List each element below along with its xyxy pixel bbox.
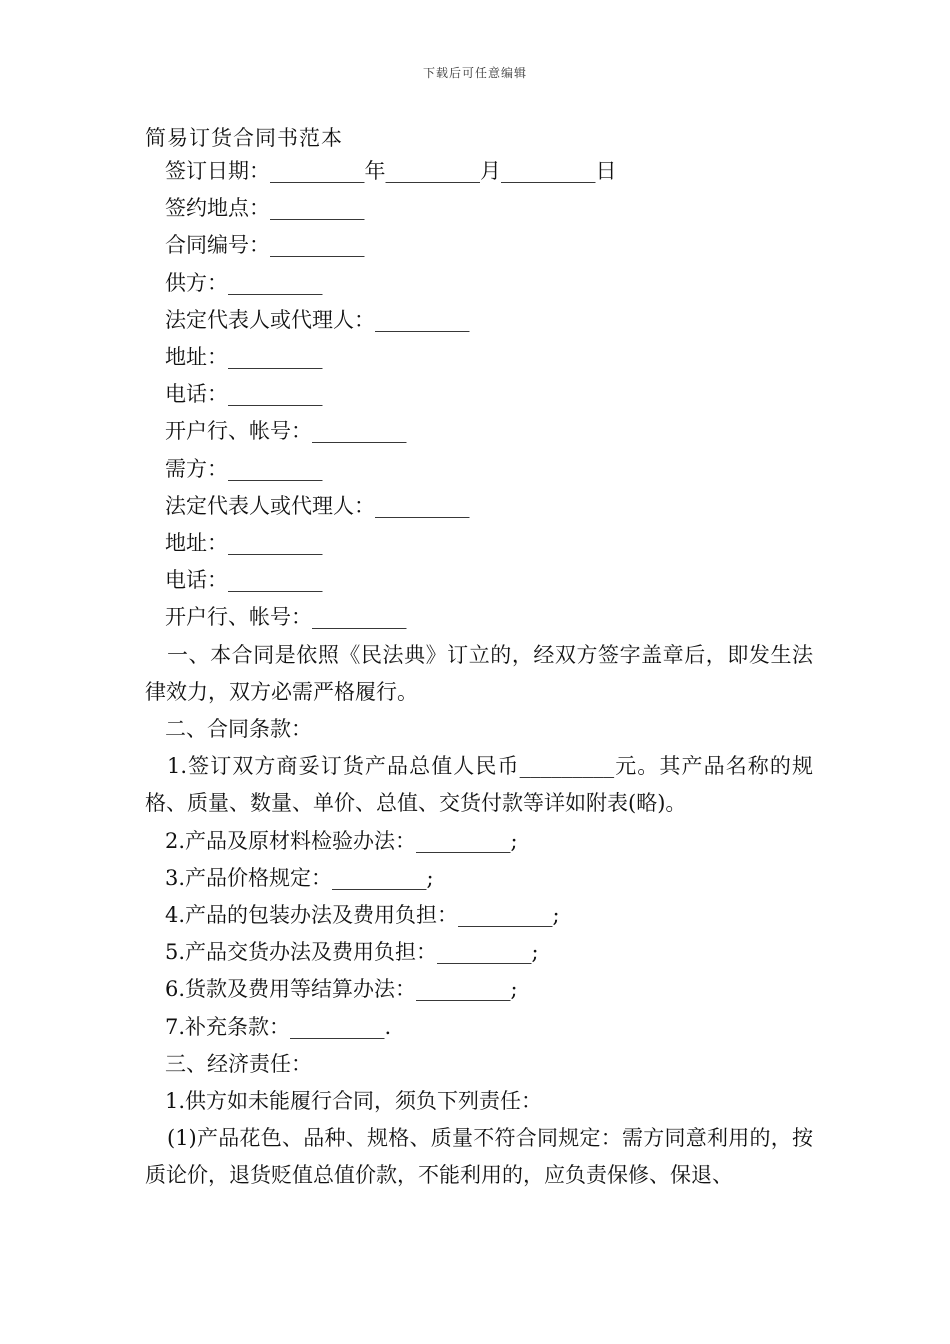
document-title: 简易订货合同书范本 <box>145 126 343 150</box>
field-supplier-bank-account: 开户行、帐号：_________ <box>165 419 407 444</box>
section-2-heading: 二、合同条款： <box>165 717 312 742</box>
field-buyer-representative: 法定代表人或代理人：_________ <box>165 493 470 518</box>
clause-3: 3.产品价格规定：_________; <box>165 865 434 890</box>
field-buyer: 需方：_________ <box>165 456 323 481</box>
clause-1-paragraph: 1.签订双方商妥订货产品总值人民币_________元。其产品名称的规格、质量、数量、单价、总值、交货付款等详如附表(略)。 <box>145 754 813 816</box>
field-sign-place: 签约地点：_________ <box>165 196 365 221</box>
document-body <box>145 153 813 1195</box>
field-contract-number: 合同编号：_________ <box>165 233 365 258</box>
field-buyer-phone: 电话：_________ <box>165 568 323 593</box>
field-buyer-bank-account: 开户行、帐号：_________ <box>165 605 407 630</box>
section-3-heading: 三、经济责任： <box>165 1051 312 1076</box>
liability-1-item-1: (1)产品花色、品种、规格、质量不符合同规定：需方同意利用的，按质论价，退货贬值总值价款，不能利用的，应负责保修、保退、 <box>145 1126 813 1188</box>
clause-5: 5.产品交货办法及费用负担：_________; <box>165 940 539 965</box>
field-supplier-address: 地址：_________ <box>165 345 323 370</box>
clause-6: 6.货款及费用等结算办法：_________; <box>165 977 518 1002</box>
section-1-paragraph: 一、本合同是依照《民法典》订立的，经双方签字盖章后，即发生法律效力，双方必需严格履行。 <box>145 642 813 704</box>
clause-7: 7.补充条款：_________. <box>165 1014 392 1039</box>
clause-2: 2.产品及原材料检验办法：_________; <box>165 828 518 853</box>
field-supplier-phone: 电话：_________ <box>165 382 323 407</box>
field-supplier: 供方：_________ <box>165 270 323 295</box>
clause-4: 4.产品的包装办法及费用负担：_________; <box>165 903 560 928</box>
field-supplier-representative: 法定代表人或代理人：_________ <box>165 307 470 332</box>
field-buyer-address: 地址：_________ <box>165 531 323 556</box>
liability-1: 1.供方如未能履行合同，须负下列责任： <box>165 1089 543 1114</box>
page-header: 下载后可任意编辑 <box>422 66 527 80</box>
field-sign-date: 签订日期：_________年_________月_________日 <box>165 159 617 183</box>
